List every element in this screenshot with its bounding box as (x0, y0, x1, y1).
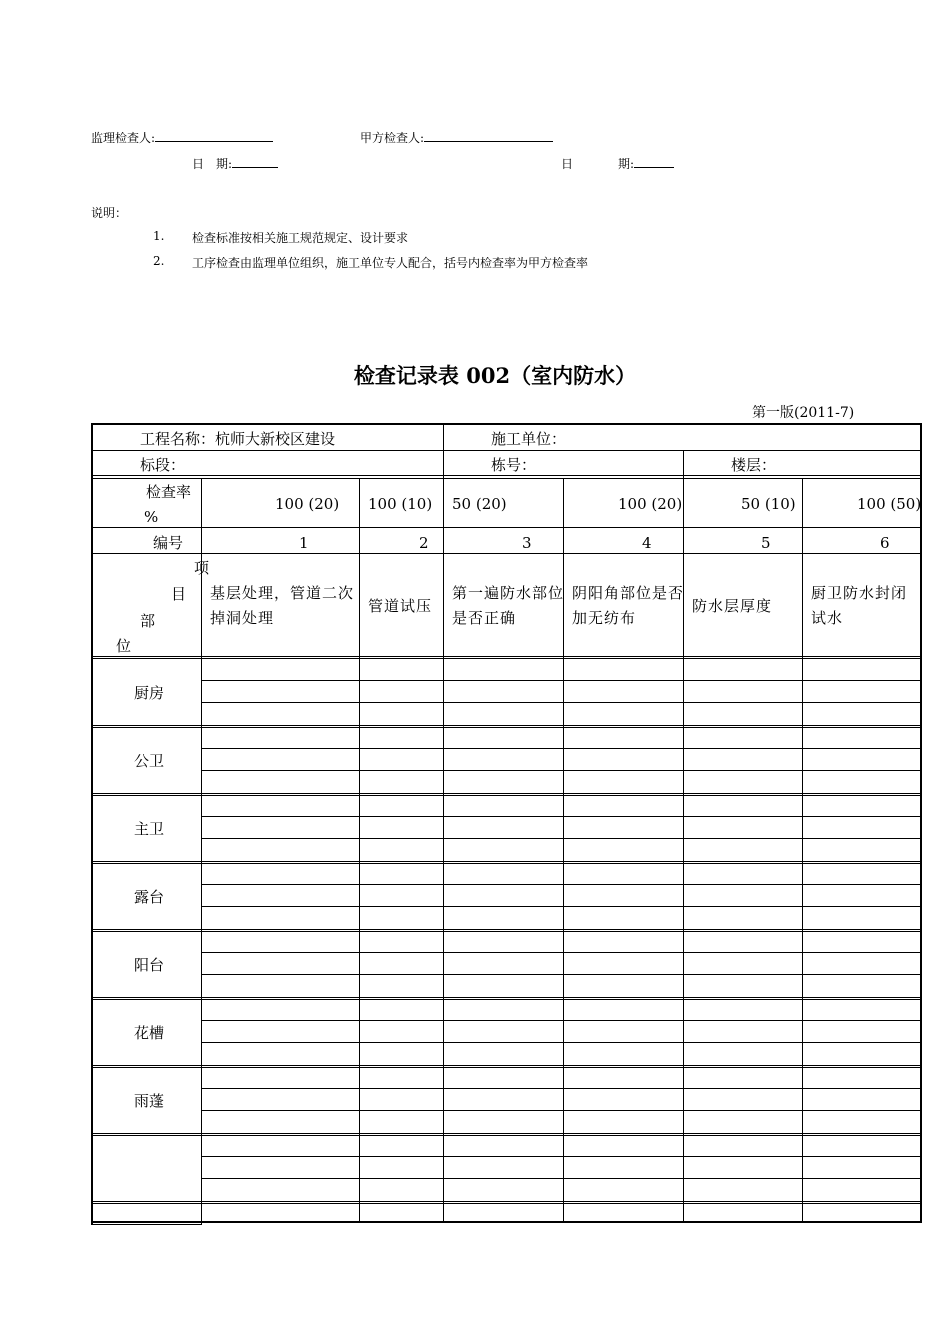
table-right-border (920, 423, 922, 1223)
edition-label: 第一版(2011-7) (752, 405, 855, 421)
column-divider (443, 423, 444, 478)
supervisor-date-blank[interactable] (232, 155, 278, 168)
row-divider (201, 1088, 922, 1089)
item-header-1: 基层处理，管道二次掉洞处理 (210, 584, 355, 627)
row-divider (91, 1065, 922, 1066)
note-2-text: 工序检查由监理单位组织，施工单位专人配合，括号内检查率为甲方检查率 (192, 256, 589, 270)
rate-col-3: 50 (20) (452, 495, 507, 513)
row-divider (91, 997, 922, 998)
row-divider (91, 861, 922, 862)
number-col-2: 2 (419, 534, 429, 552)
row-divider (201, 1178, 922, 1179)
row-divider (91, 475, 922, 476)
number-col-3: 3 (522, 534, 532, 552)
section-label: 标段： (140, 456, 186, 474)
row-divider (91, 795, 922, 796)
rate-label: 检查率 (146, 483, 192, 501)
row-divider (91, 931, 922, 932)
row-divider (201, 816, 922, 817)
location-kitchen: 厨房 (134, 684, 165, 702)
row-divider (91, 656, 922, 657)
building-label: 栋号： (491, 456, 537, 474)
row-divider (91, 527, 922, 528)
date-label-right: 期: (618, 157, 635, 171)
corner-item-char-2: 目 (171, 585, 187, 603)
location-canopy: 雨蓬 (134, 1092, 165, 1110)
row-divider (201, 952, 922, 953)
location-planter: 花槽 (134, 1024, 165, 1042)
row-divider (91, 725, 922, 726)
number-col-5: 5 (761, 534, 771, 552)
project-name: 工程名称：杭师大新校区建设 (140, 430, 336, 448)
column-divider (201, 478, 202, 1225)
supervisor-blank[interactable] (155, 129, 273, 142)
row-divider (91, 553, 922, 554)
corner-location-char-1: 部 (140, 612, 156, 630)
owner-signature-line (360, 129, 553, 146)
owner-blank[interactable] (424, 129, 553, 142)
note-1-text: 检查标准按相关施工规范规定、设计要求 (192, 231, 409, 245)
table-left-border (91, 423, 93, 1225)
row-divider (201, 680, 922, 681)
floor-label: 楼层： (731, 456, 777, 474)
row-divider (91, 727, 922, 728)
row-divider (91, 450, 922, 451)
row-divider (201, 1156, 922, 1157)
row-divider (201, 770, 922, 771)
rate-col-2: 100 (10) (368, 495, 433, 513)
supervisor-date-line (192, 155, 278, 172)
contractor-label: 施工单位： (491, 430, 567, 448)
row-divider (91, 863, 922, 864)
rate-col-5: 50 (10) (741, 495, 796, 513)
owner-date-line (618, 155, 674, 172)
location-terrace: 露台 (134, 888, 165, 906)
note-2-number: 2. (153, 254, 165, 268)
table-top-border (91, 423, 922, 425)
row-divider (91, 999, 922, 1000)
item-header-6: 厨卫防水封闭试水 (811, 584, 908, 627)
number-col-1: 1 (299, 534, 309, 552)
owner-date-blank[interactable] (634, 155, 674, 168)
number-col-4: 4 (642, 534, 652, 552)
row-divider (91, 929, 922, 930)
item-header-5: 防水层厚度 (692, 597, 773, 615)
supervisor-signature-line (91, 129, 273, 146)
row-divider (91, 1135, 922, 1136)
owner-date-day: 日 (561, 157, 574, 171)
row-divider (91, 1067, 922, 1068)
item-header-3: 第一遍防水部位是否正确 (452, 584, 565, 627)
row-divider (91, 658, 922, 659)
rate-col-1: 100 (20) (275, 495, 340, 513)
notes-heading: 说明： (91, 206, 128, 220)
table-bottom-edge (91, 1224, 201, 1225)
row-divider (201, 906, 922, 907)
location-balcony: 阳台 (134, 956, 165, 974)
location-public-bathroom: 公卫 (134, 752, 165, 770)
form-title: 检查记录表 002（室内防水） (353, 363, 637, 388)
inspection-table (91, 423, 922, 1225)
number-col-6: 6 (880, 534, 890, 552)
location-master-bathroom: 主卫 (134, 820, 165, 838)
rate-unit: % (144, 508, 159, 526)
item-header-4: 阴阳角部位是否加无纺布 (572, 584, 685, 627)
date-label-left: 日 期: (192, 157, 233, 171)
owner-label: 甲方检查人: (360, 131, 425, 145)
number-label: 编号 (153, 534, 184, 552)
supervisor-label: 监理检查人: (91, 131, 156, 145)
row-divider (201, 838, 922, 839)
row-divider (201, 702, 922, 703)
corner-item-char-1: 项 (194, 559, 210, 577)
corner-location-char-2: 位 (116, 637, 132, 655)
row-divider (201, 748, 922, 749)
row-divider (201, 1042, 922, 1043)
row-divider (201, 1110, 922, 1111)
row-divider (91, 478, 922, 479)
table-bottom-border (91, 1221, 922, 1223)
row-divider (91, 1133, 922, 1134)
row-divider (201, 1020, 922, 1021)
rate-col-6: 100 (50) (857, 495, 922, 513)
row-divider (91, 793, 922, 794)
column-divider (683, 450, 684, 478)
item-header-2: 管道试压 (368, 597, 433, 615)
row-divider (91, 1201, 922, 1202)
rate-col-4: 100 (20) (618, 495, 683, 513)
row-divider (91, 1203, 922, 1204)
row-divider (201, 974, 922, 975)
row-divider (201, 884, 922, 885)
note-1-number: 1. (153, 229, 165, 243)
